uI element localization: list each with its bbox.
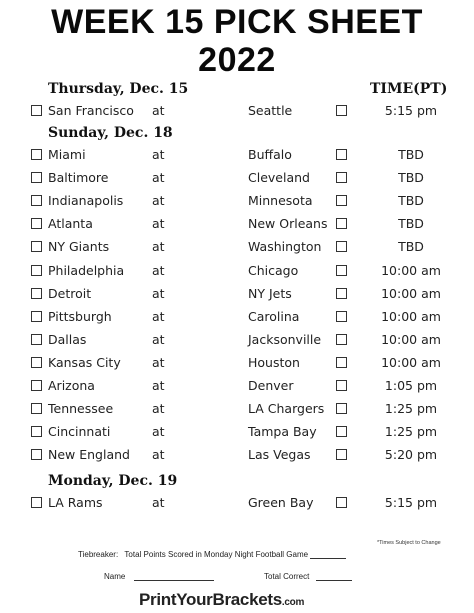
- home-pick-checkbox[interactable]: [336, 380, 347, 391]
- game-row: [0, 190, 474, 213]
- tiebreaker-text: Total Points Scored in Monday Night Football Game: [124, 550, 309, 559]
- home-pick-checkbox[interactable]: [336, 288, 347, 299]
- time-column-header: TIME(PT): [370, 81, 448, 97]
- home-pick-checkbox[interactable]: [336, 149, 347, 160]
- away-pick-checkbox[interactable]: [31, 426, 42, 437]
- game-time: 10:00 am: [381, 262, 441, 278]
- game-row: [0, 398, 474, 421]
- away-team: San Francisco: [48, 103, 134, 118]
- at-label: at: [152, 424, 165, 440]
- away-pick-checkbox[interactable]: [31, 241, 42, 252]
- home-team: Chicago: [248, 262, 299, 278]
- day-header: Thursday, Dec. 15: [48, 81, 189, 97]
- at-label: at: [152, 239, 165, 255]
- game-time: 1:25 pm: [384, 401, 438, 417]
- game-row: [0, 167, 474, 190]
- game-row: [0, 236, 474, 259]
- brand-name: PrintYourBrackets: [139, 590, 282, 609]
- at-label: at: [152, 216, 165, 232]
- game-row: [0, 144, 474, 167]
- page-title-year: 2022: [198, 41, 276, 79]
- footnote: *Times Subject to Change: [377, 540, 441, 546]
- home-pick-checkbox[interactable]: [336, 311, 347, 322]
- home-team: Washington: [248, 239, 322, 255]
- at-label: at: [152, 193, 165, 209]
- total-correct-row: [264, 572, 352, 581]
- home-pick-checkbox[interactable]: [336, 403, 347, 414]
- at-label: at: [152, 103, 165, 118]
- home-pick-checkbox[interactable]: [336, 172, 347, 183]
- home-pick-checkbox[interactable]: [336, 105, 347, 116]
- away-pick-checkbox[interactable]: [31, 380, 42, 391]
- total-correct-input-line[interactable]: [316, 572, 352, 581]
- game-time: TBD: [398, 147, 424, 162]
- away-pick-checkbox[interactable]: [31, 357, 42, 368]
- day-header: Sunday, Dec. 18: [48, 125, 173, 141]
- at-label: at: [152, 147, 165, 162]
- away-team: Indianapolis: [48, 193, 124, 209]
- away-team: LA Rams: [48, 495, 103, 510]
- at-label: at: [152, 401, 165, 417]
- at-label: at: [152, 447, 165, 463]
- away-team: Tennessee: [48, 401, 114, 417]
- home-team: Houston: [248, 354, 300, 370]
- home-team: Denver: [248, 378, 294, 393]
- home-team: Buffalo: [248, 147, 292, 162]
- home-team: Green Bay: [248, 495, 314, 510]
- game-row: [0, 329, 474, 352]
- game-time: TBD: [398, 216, 424, 232]
- at-label: at: [152, 495, 165, 510]
- away-team: Cincinnati: [48, 424, 111, 440]
- game-row: [0, 213, 474, 236]
- game-time: 10:00 am: [381, 308, 441, 324]
- home-pick-checkbox[interactable]: [336, 357, 347, 368]
- game-time: 10:00 am: [381, 285, 441, 301]
- name-input-line[interactable]: [134, 572, 214, 581]
- game-row: [0, 421, 474, 444]
- at-label: at: [152, 331, 165, 347]
- away-team: Atlanta: [48, 216, 93, 232]
- brand-suffix: .com: [281, 597, 305, 608]
- game-time: 10:00 am: [381, 331, 441, 347]
- away-pick-checkbox[interactable]: [31, 334, 42, 345]
- game-time: TBD: [398, 193, 424, 209]
- away-team: Dallas: [48, 331, 87, 347]
- away-pick-checkbox[interactable]: [31, 105, 42, 116]
- at-label: at: [152, 354, 165, 370]
- home-pick-checkbox[interactable]: [336, 241, 347, 252]
- tiebreaker-input-line[interactable]: [310, 550, 346, 559]
- game-row: [0, 283, 474, 306]
- home-team: Minnesota: [248, 193, 313, 209]
- game-row: [0, 375, 474, 398]
- away-team: Detroit: [48, 285, 92, 301]
- home-team: NY Jets: [248, 285, 292, 301]
- away-pick-checkbox[interactable]: [31, 195, 42, 206]
- at-label: at: [152, 308, 165, 324]
- name-label: Name: [104, 572, 126, 581]
- game-time: 1:25 pm: [384, 424, 438, 440]
- away-pick-checkbox[interactable]: [31, 149, 42, 160]
- tiebreaker-label: Tiebreaker:: [78, 550, 119, 559]
- home-team: New Orleans: [248, 216, 328, 232]
- away-pick-checkbox[interactable]: [31, 311, 42, 322]
- away-team: Pittsburgh: [48, 308, 112, 324]
- tiebreaker-row: [78, 550, 346, 559]
- game-time: 5:15 pm: [384, 103, 438, 118]
- game-row: [0, 100, 474, 123]
- away-team: Philadelphia: [48, 262, 125, 278]
- home-pick-checkbox[interactable]: [336, 426, 347, 437]
- away-team: Baltimore: [48, 170, 109, 186]
- home-team: Tampa Bay: [248, 424, 317, 440]
- home-team: Carolina: [248, 308, 300, 324]
- away-pick-checkbox[interactable]: [31, 449, 42, 460]
- game-time: 5:20 pm: [384, 447, 438, 463]
- game-row: [0, 352, 474, 375]
- game-row: [0, 260, 474, 283]
- at-label: at: [152, 378, 165, 393]
- game-row: [0, 444, 474, 467]
- game-time: 5:15 pm: [384, 495, 438, 510]
- away-team: Arizona: [48, 378, 95, 393]
- game-time: TBD: [398, 239, 424, 255]
- total-correct-label: Total Correct: [264, 572, 310, 581]
- home-pick-checkbox[interactable]: [336, 497, 347, 508]
- name-row: [104, 572, 214, 581]
- home-team: Cleveland: [248, 170, 310, 186]
- home-team: Jacksonville: [248, 331, 322, 347]
- home-team: LA Chargers: [248, 401, 325, 417]
- away-pick-checkbox[interactable]: [31, 497, 42, 508]
- home-pick-checkbox[interactable]: [336, 449, 347, 460]
- away-team: Kansas City: [48, 354, 121, 370]
- game-time: 10:00 am: [381, 354, 441, 370]
- away-pick-checkbox[interactable]: [31, 265, 42, 276]
- home-team: Seattle: [248, 103, 293, 118]
- game-time: TBD: [398, 170, 424, 186]
- brand-logo: [139, 590, 304, 610]
- away-pick-checkbox[interactable]: [31, 288, 42, 299]
- away-pick-checkbox[interactable]: [31, 218, 42, 229]
- home-pick-checkbox[interactable]: [336, 195, 347, 206]
- away-team: New England: [48, 447, 130, 463]
- page-title: WEEK 15 PICK SHEET: [51, 3, 423, 41]
- game-row: [0, 306, 474, 329]
- home-team: Las Vegas: [248, 447, 311, 463]
- home-pick-checkbox[interactable]: [336, 334, 347, 345]
- home-pick-checkbox[interactable]: [336, 265, 347, 276]
- away-team: Miami: [48, 147, 86, 162]
- at-label: at: [152, 170, 165, 186]
- away-team: NY Giants: [48, 239, 110, 255]
- away-pick-checkbox[interactable]: [31, 172, 42, 183]
- at-label: at: [152, 285, 165, 301]
- away-pick-checkbox[interactable]: [31, 403, 42, 414]
- game-row: [0, 492, 474, 515]
- game-time: 1:05 pm: [384, 378, 438, 393]
- home-pick-checkbox[interactable]: [336, 218, 347, 229]
- day-header: Monday, Dec. 19: [48, 473, 178, 489]
- at-label: at: [152, 262, 165, 278]
